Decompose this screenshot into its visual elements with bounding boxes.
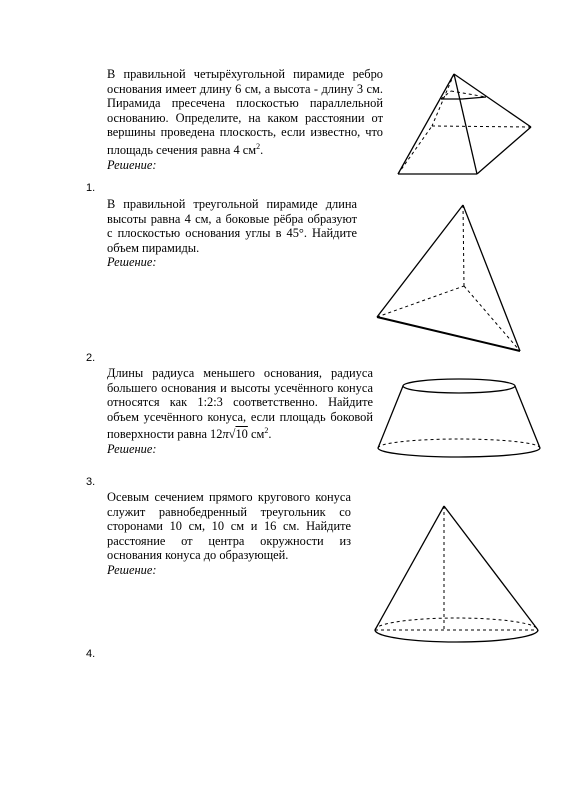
problem-2-text: В правильной треугольной пирамиде длина высоты равна 4 см, а боковые рёбра образуют с плоскостью основания углы в 45°. Найдите объем пирамиды. Решение: [107, 197, 357, 270]
problem-3-text: Длины радиуса меньшего основания, радиуса большего основания и высоты усечённого конуса относятся как 1:2:3 соответственно. Найдите объем усечённого конуса, если площадь боковой поверхности равна 12π√10 $см^2$. Решение: [107, 366, 373, 457]
triangular-pyramid-icon [372, 200, 532, 356]
square-pyramid-section-icon [390, 70, 540, 182]
problem-number: 2. [86, 352, 96, 364]
solution-label: Решение: [107, 157, 157, 172]
solution-label: Решение: [107, 255, 157, 270]
problem-1-text: В правильной четырёхугольной пирамиде ребро основания имеет длину 6 см, а высота - длину 3 см. Пирамида пресечена плоскостью параллельной основанию. Определите, на каком расстоянии от вершины проведена плоскость, если известно, что площадь сечения равна 4 $см^2$. Решение: [107, 67, 383, 172]
solution-label: Решение: [107, 442, 157, 457]
problem-number: 3. [86, 476, 96, 488]
solution-label: Решение: [107, 562, 157, 577]
cone-icon [372, 503, 548, 647]
problem-4-text: Осевым сечением прямого кругового конуса служит равнобедренный треугольник со сторонами 10 см, 10 см и 16 см. Найдите расстояние от центра окружности из основания конуса до образующей. Решение: [107, 490, 351, 577]
problem-number: 1. [86, 182, 96, 194]
truncated-cone-icon [373, 376, 549, 462]
problem-number: 4. [86, 648, 96, 660]
